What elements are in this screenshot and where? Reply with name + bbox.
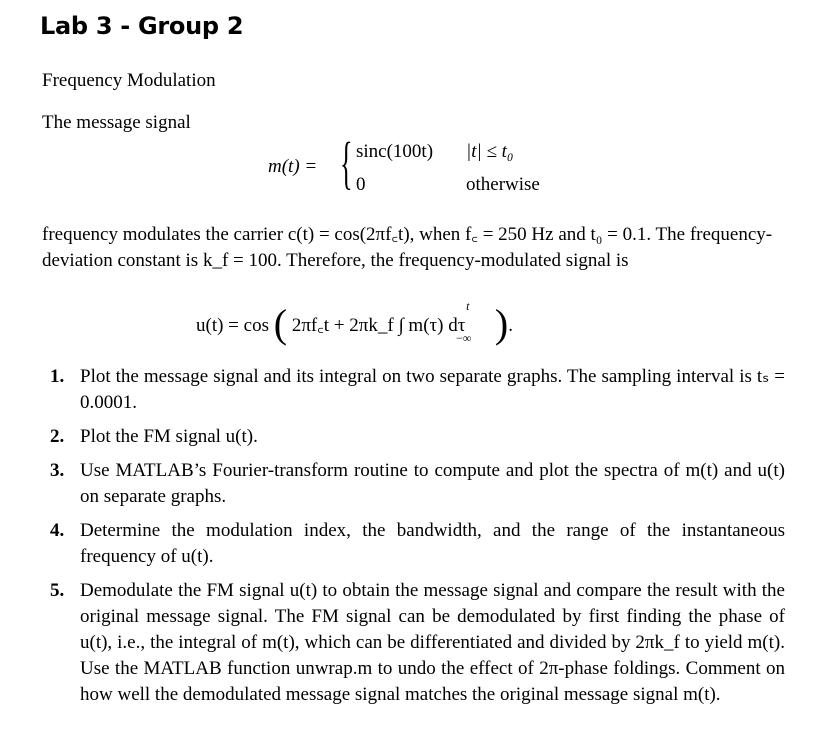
- equation-body: 2πf꜀t + 2πk_f ∫ m(τ) dτ: [291, 315, 466, 336]
- item-text: Use MATLAB’s Fourier-transform routine to compute and plot the spectra of m(t) and u(t) on separate graphs.: [80, 460, 785, 507]
- page-title: Lab 3 - Group 2: [40, 12, 244, 40]
- fm-signal-equation: [196, 300, 513, 347]
- list-item: [50, 578, 785, 708]
- item-number: 2.: [50, 426, 65, 447]
- case-1-expression: sinc(100t): [356, 141, 434, 162]
- left-brace: {: [340, 130, 353, 195]
- right-paren: ): [494, 301, 509, 346]
- item-text: Determine the modulation index, the bandwidth, and the range of the instantaneous frequency of u(t).: [80, 520, 785, 567]
- item-number: 1.: [50, 366, 65, 387]
- list-item: [50, 364, 785, 416]
- case-1-condition: |t| ≤ t₀: [466, 141, 514, 162]
- equation-lhs: u(t) = cos: [196, 315, 269, 336]
- list-item: [50, 458, 785, 510]
- integral-limits: [456, 299, 490, 345]
- section-heading: Frequency Modulation: [42, 70, 216, 91]
- equation-lhs: m(t) =: [268, 156, 318, 177]
- item-number: 3.: [50, 460, 65, 481]
- left-paren: (: [273, 301, 288, 346]
- task-list: [50, 364, 785, 716]
- item-text: Plot the message signal and its integral on two separate graphs. The sampling interval is tₛ = 0.0001.: [80, 366, 785, 413]
- lower-limit: −∞: [456, 331, 472, 345]
- list-item: [50, 424, 785, 450]
- period: .: [508, 315, 513, 336]
- case-2-expression: 0: [356, 174, 366, 195]
- intro-text: The message signal: [42, 112, 191, 133]
- case-2-condition: otherwise: [466, 174, 540, 195]
- description-paragraph: frequency modulates the carrier c(t) = cos(2πf꜀t), when f꜀ = 250 Hz and t₀ = 0.1. The frequency-deviation constant is k_f = 100. Therefore, the frequency-modulated signal is: [42, 224, 773, 271]
- item-text: Demodulate the FM signal u(t) to obtain the message signal and compare the result with the original message signal. The FM signal can be demodulated by first finding the phase of u(t), i.e., the integral of m(t), which can be differentiated and divided by 2πk_f to yield m(t). Use the MATLAB function unwrap.m to undo the effect of 2π-phase foldings. Comment on how well the demodulated message signal matches the original message signal m(t).: [80, 580, 785, 705]
- item-number: 5.: [50, 580, 65, 601]
- list-item: [50, 518, 785, 570]
- upper-limit: t: [466, 299, 470, 313]
- item-number: 4.: [50, 520, 65, 541]
- item-text: Plot the FM signal u(t).: [80, 426, 258, 447]
